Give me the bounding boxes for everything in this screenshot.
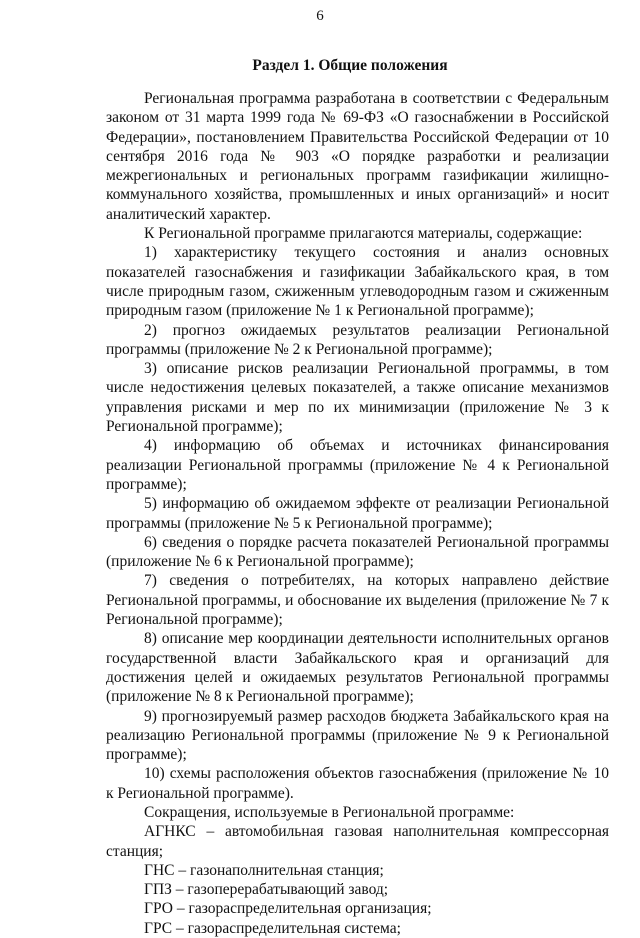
abbreviation-agnks: АГНКС – автомобильная газовая наполнительная компрессорная станция; bbox=[106, 823, 609, 860]
list-item-6: 6) сведения о порядке расчета показателей Региональной программы (приложение № 6 к Региональной программе); bbox=[106, 533, 609, 571]
list-item-5: 5) информацию об ожидаемом эффекте от реализации Региональной программы (приложение № 5 к Региональной программе); bbox=[106, 495, 609, 532]
list-item-7: 7) сведения о потребителях, на которых направлено действие Региональной программы, и обоснование их выделения (приложение № 7 к Региональной программе); bbox=[106, 572, 609, 629]
paragraph-materials-lead: К Региональной программе прилагаются материалы, содержащие: bbox=[144, 225, 583, 243]
list-item-4: 4) информацию об объемах и источниках финансирования реализации Региональной программы (приложение № 4 к Региональной программе); bbox=[106, 437, 609, 493]
page-number: 6 bbox=[316, 8, 324, 24]
abbreviations-lead: Сокращения, используемые в Региональной программе: bbox=[144, 803, 515, 821]
list-item-3: 3) описание рисков реализации Региональной программы, в том числе недостижения целевых показателей, а также описание механизмов управления рисками и мер по их минимизации (приложение № 3 к Региональной программе); bbox=[106, 360, 609, 436]
abbreviation-gro: ГРО – газораспределительная организация; bbox=[144, 900, 432, 918]
abbreviation-gpz: ГПЗ – газоперерабатывающий завод; bbox=[144, 881, 389, 899]
paragraph-intro: Региональная программа разработана в соответствии с Федеральным законом от 31 марта 1999 года № 69-ФЗ «О газоснабжении в Российской Федерации», постановлением Правительства Российской Федерации от 10 сентября 2016 года № 903 «О порядке разработки и реализации межрегиональных и региональных программ газификации жилищно-коммунального хозяйства, промышленных и иных организаций» и носит аналитический характер. bbox=[106, 90, 609, 223]
abbreviation-gns: ГНС – газонаполнительная станция; bbox=[144, 861, 384, 879]
list-item-1: 1) характеристику текущего состояния и анализ основных показателей газоснабжения и газификации Забайкальского края, в том числе природным газом, сжиженным углеводородным газом и сжиженным природным газом (приложение № 1 к Региональной программе); bbox=[106, 244, 609, 320]
abbreviation-grs: ГРС – газораспределительная система; bbox=[144, 919, 401, 937]
list-item-8: 8) описание мер координации деятельности исполнительных органов государственной власти Забайкальского края и организаций для достижения целей и ожидаемых результатов Региональной программы (приложение № 8 к Региональной программе); bbox=[106, 630, 609, 706]
section-title: Раздел 1. Общие положения bbox=[252, 57, 448, 74]
list-item-2: 2) прогноз ожидаемых результатов реализации Региональной программы (приложение № 2 к Региональной программе); bbox=[106, 321, 609, 358]
list-item-9: 9) прогнозируемый размер расходов бюджета Забайкальского края на реализацию Региональной программы (приложение № 9 к Региональной программе); bbox=[106, 707, 609, 764]
list-item-10: 10) схемы расположения объектов газоснабжения (приложение № 10 к Региональной программе). bbox=[106, 765, 609, 802]
document-body bbox=[106, 89, 609, 938]
